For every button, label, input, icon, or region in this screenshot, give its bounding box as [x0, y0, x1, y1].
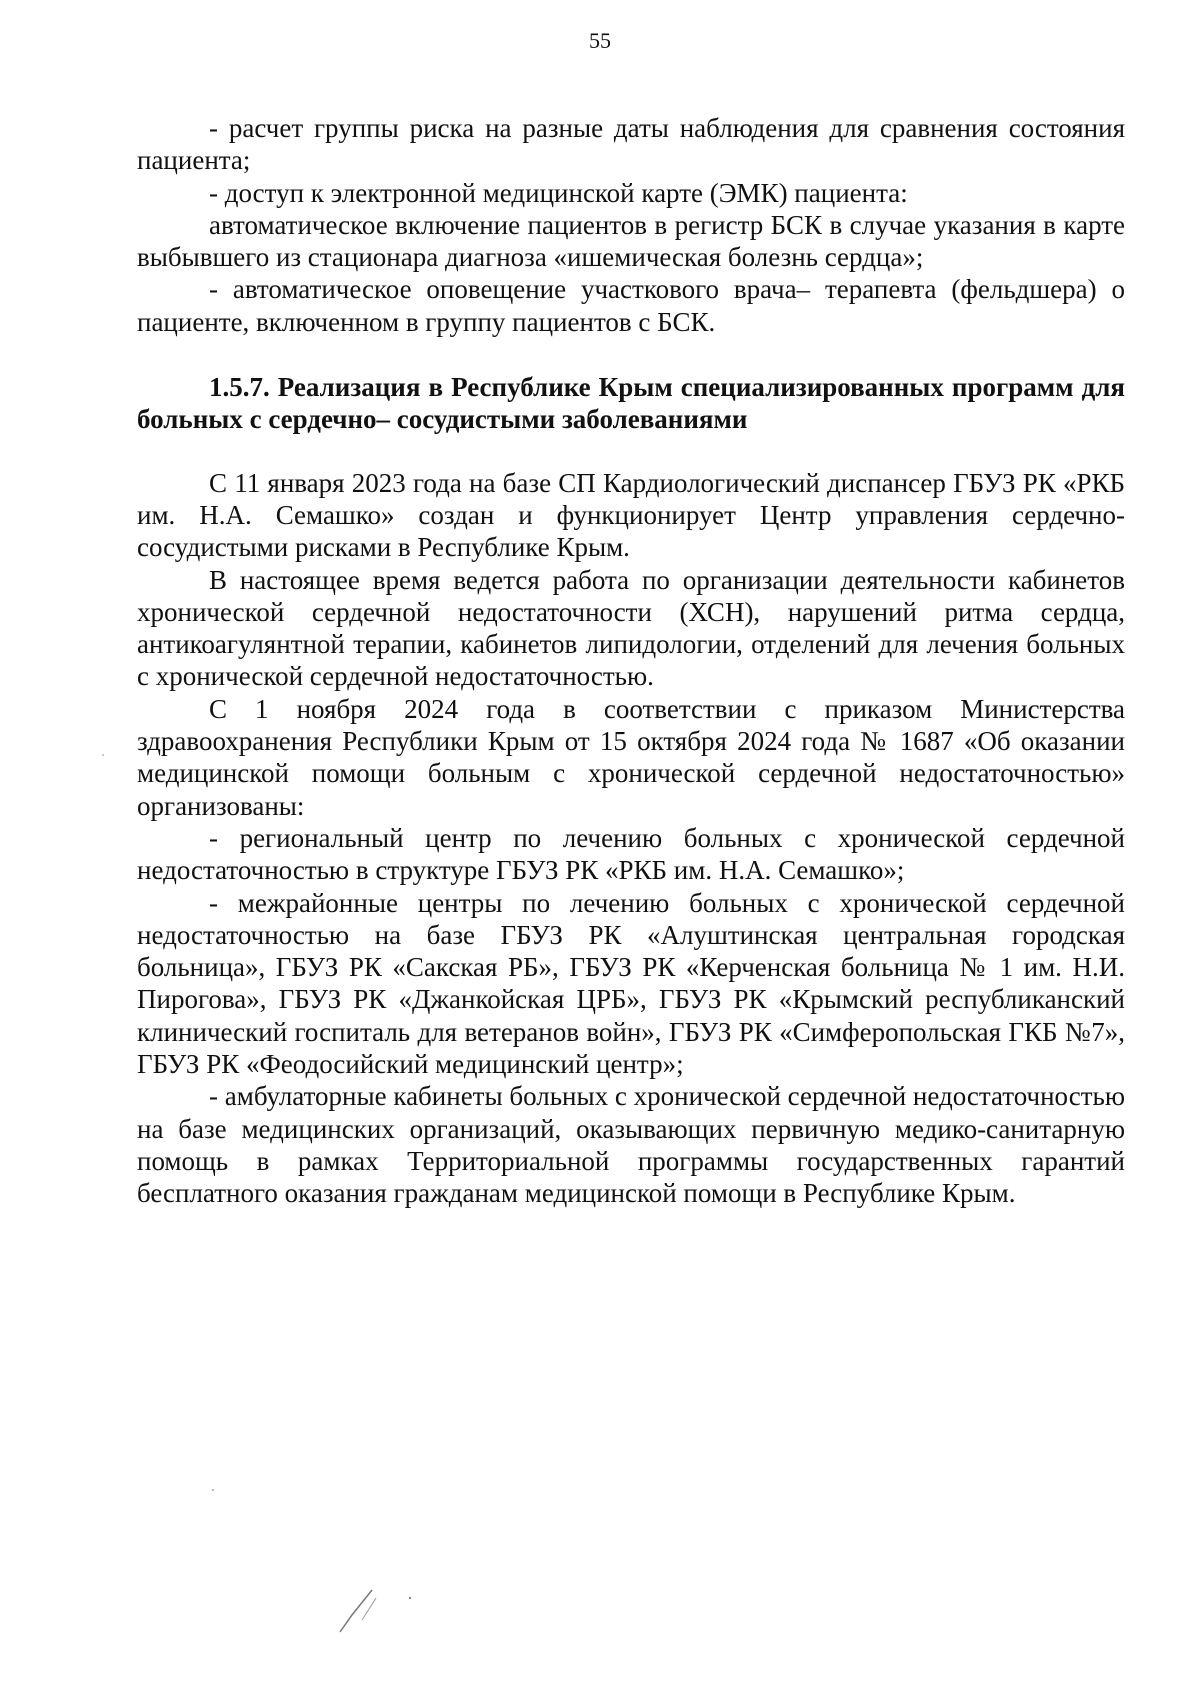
- scan-dot: [212, 1489, 214, 1491]
- scan-dot: [102, 754, 104, 756]
- paragraph-cabinets-work: В настоящее время ведется работа по организации деятельности кабинетов хронической сердечной недостаточности (ХСН), нарушений ритма сердца, антикоагулянтной терапии, кабинетов липидологии, отделений для лечения больных с хронической сердечной недостаточностью.: [137, 564, 1125, 692]
- pen-stroke-mark: [362, 1598, 376, 1620]
- list-item-doctor-notification: - автоматическое оповещение участкового врача– терапевта (фельдшера) о пациенте, включенном в группу пациентов с БСК.: [137, 274, 1125, 337]
- paragraph-risk-center: С 11 января 2023 года на базе СП Кардиологический диспансер ГБУЗ РК «РКБ им. Н.А. Семашко» создан и функционирует Центр управления сердечно-сосудистыми рисками в Республике Крым.: [137, 467, 1125, 563]
- list-item-bsk-register: автоматическое включение пациентов в регистр БСК в случае указания в карте выбывшего из стационара диагноза «ишемическая болезнь сердца»;: [137, 209, 1125, 273]
- list-item-interdistrict-centers: - межрайонные центры по лечению больных с хронической сердечной недостаточностью на базе ГБУЗ РК «Алуштинская центральная городская больница», ГБУЗ РК «Сакская РБ», ГБУЗ РК «Керченская больница № 1 им. Н.И. Пирогова», ГБУЗ РК «Джанкойская ЦРБ», ГБУЗ РК «Крымский республиканский клинический госпиталь для ветеранов войн», ГБУЗ РК «Симферопольская ГКБ №7», ГБУЗ РК «Феодосийский медицинский центр»;: [137, 887, 1125, 1080]
- list-item-regional-center: - региональный центр по лечению больных с хронической сердечной недостаточностью в структуре ГБУЗ РК «РКБ им. Н.А. Семашко»;: [137, 822, 1125, 886]
- list-item-outpatient-cabinets: - амбулаторные кабинеты больных с хронической сердечной недостаточностью на базе медицинских организаций, оказывающих первичную медико-санитарную помощь в рамках Территориальной программы государственных гарантий бесплатного оказания гражданам медицинской помощи в Республике Крым.: [137, 1081, 1125, 1209]
- list-item-emk-access: - доступ к электронной медицинской карте (ЭМК) пациента:: [209, 177, 908, 208]
- section-heading: 1.5.7. Реализация в Республике Крым специализированных программ для больных с сердечно– сосудистыми заболеваниями: [137, 372, 1125, 435]
- document-body: [137, 112, 1125, 1210]
- list-item-risk-group: - расчет группы риска на разные даты наблюдения для сравнения состояния пациента;: [137, 113, 1125, 176]
- page-number: 55: [589, 28, 611, 53]
- paragraph-order-1687: С 1 ноября 2024 года в соответствии с приказом Министерства здравоохранения Республики Крым от 15 октября 2024 года № 1687 «Об оказании медицинской помощи больным с хронической сердечной недостаточностью» организованы:: [137, 693, 1125, 821]
- scan-dot: [409, 1597, 411, 1599]
- pen-stroke-mark: [340, 1590, 372, 1632]
